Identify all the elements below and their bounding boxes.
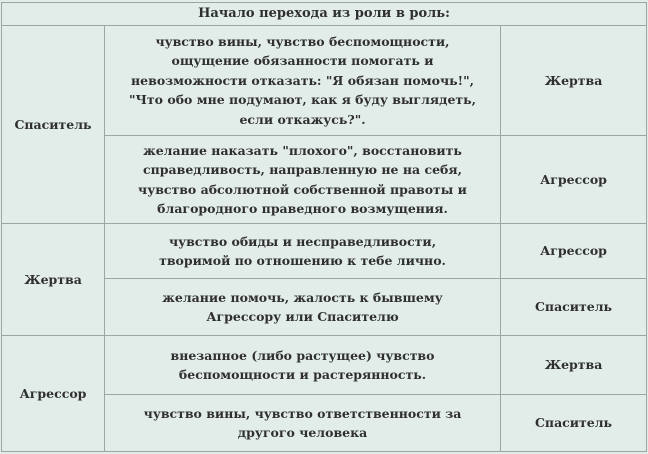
feeling-cell xyxy=(105,336,501,395)
feeling-cell xyxy=(105,395,501,452)
table-row xyxy=(2,26,647,136)
role-cell-aggressor: Агрессор xyxy=(2,336,105,452)
feeling-line: желание помочь, жалость к бывшему xyxy=(162,289,443,305)
target-cell: Жертва xyxy=(501,336,647,395)
role-cell-victim: Жертва xyxy=(2,224,105,336)
target-cell: Агрессор xyxy=(501,224,647,279)
feeling-cell xyxy=(105,279,501,336)
feeling-line: справедливость, направленную не на себя, xyxy=(143,162,462,177)
target-cell: Спаситель xyxy=(501,279,647,336)
header-row xyxy=(2,3,647,26)
feeling-line: "Что обо мне подумают, как я буду выглядеть, xyxy=(129,92,476,108)
feeling-line: творимой по отношению к тебе лично. xyxy=(159,253,446,268)
feeling-line: внезапное (либо растущее) чувство xyxy=(170,347,435,363)
role-transition-table xyxy=(1,2,647,452)
feeling-line: если откажусь?". xyxy=(239,111,366,127)
feeling-line: ощущение обязанности помогать и xyxy=(171,53,434,69)
feeling-cell xyxy=(105,26,501,136)
feeling-cell xyxy=(105,224,501,279)
feeling-line: желание наказать "плохого", восстановить xyxy=(143,142,462,158)
target-cell: Агрессор xyxy=(501,136,647,224)
table-row xyxy=(2,224,647,279)
role-cell-rescuer: Спаситель xyxy=(2,26,105,224)
feeling-cell xyxy=(105,136,501,224)
feeling-line: чувство вины, чувство беспомощности, xyxy=(155,33,450,49)
feeling-line: другого человека xyxy=(237,425,368,440)
table-header: Начало перехода из роли в роль: xyxy=(2,3,647,26)
feeling-line: благородного праведного возмущения. xyxy=(157,201,448,216)
feeling-line: чувство абсолютной собственной правоты и xyxy=(138,181,467,197)
feeling-line: чувство вины, чувство ответственности за xyxy=(143,405,462,421)
table-row xyxy=(2,336,647,395)
feeling-line: чувство обиды и несправедливости, xyxy=(168,233,437,249)
target-cell: Жертва xyxy=(501,26,647,136)
feeling-line: невозможности отказать: "Я обязан помочь!", xyxy=(131,72,474,88)
feeling-line: беспомощности и растерянность. xyxy=(178,367,427,382)
target-cell: Спаситель xyxy=(501,395,647,452)
feeling-line: Агрессору или Спасителю xyxy=(206,309,399,324)
